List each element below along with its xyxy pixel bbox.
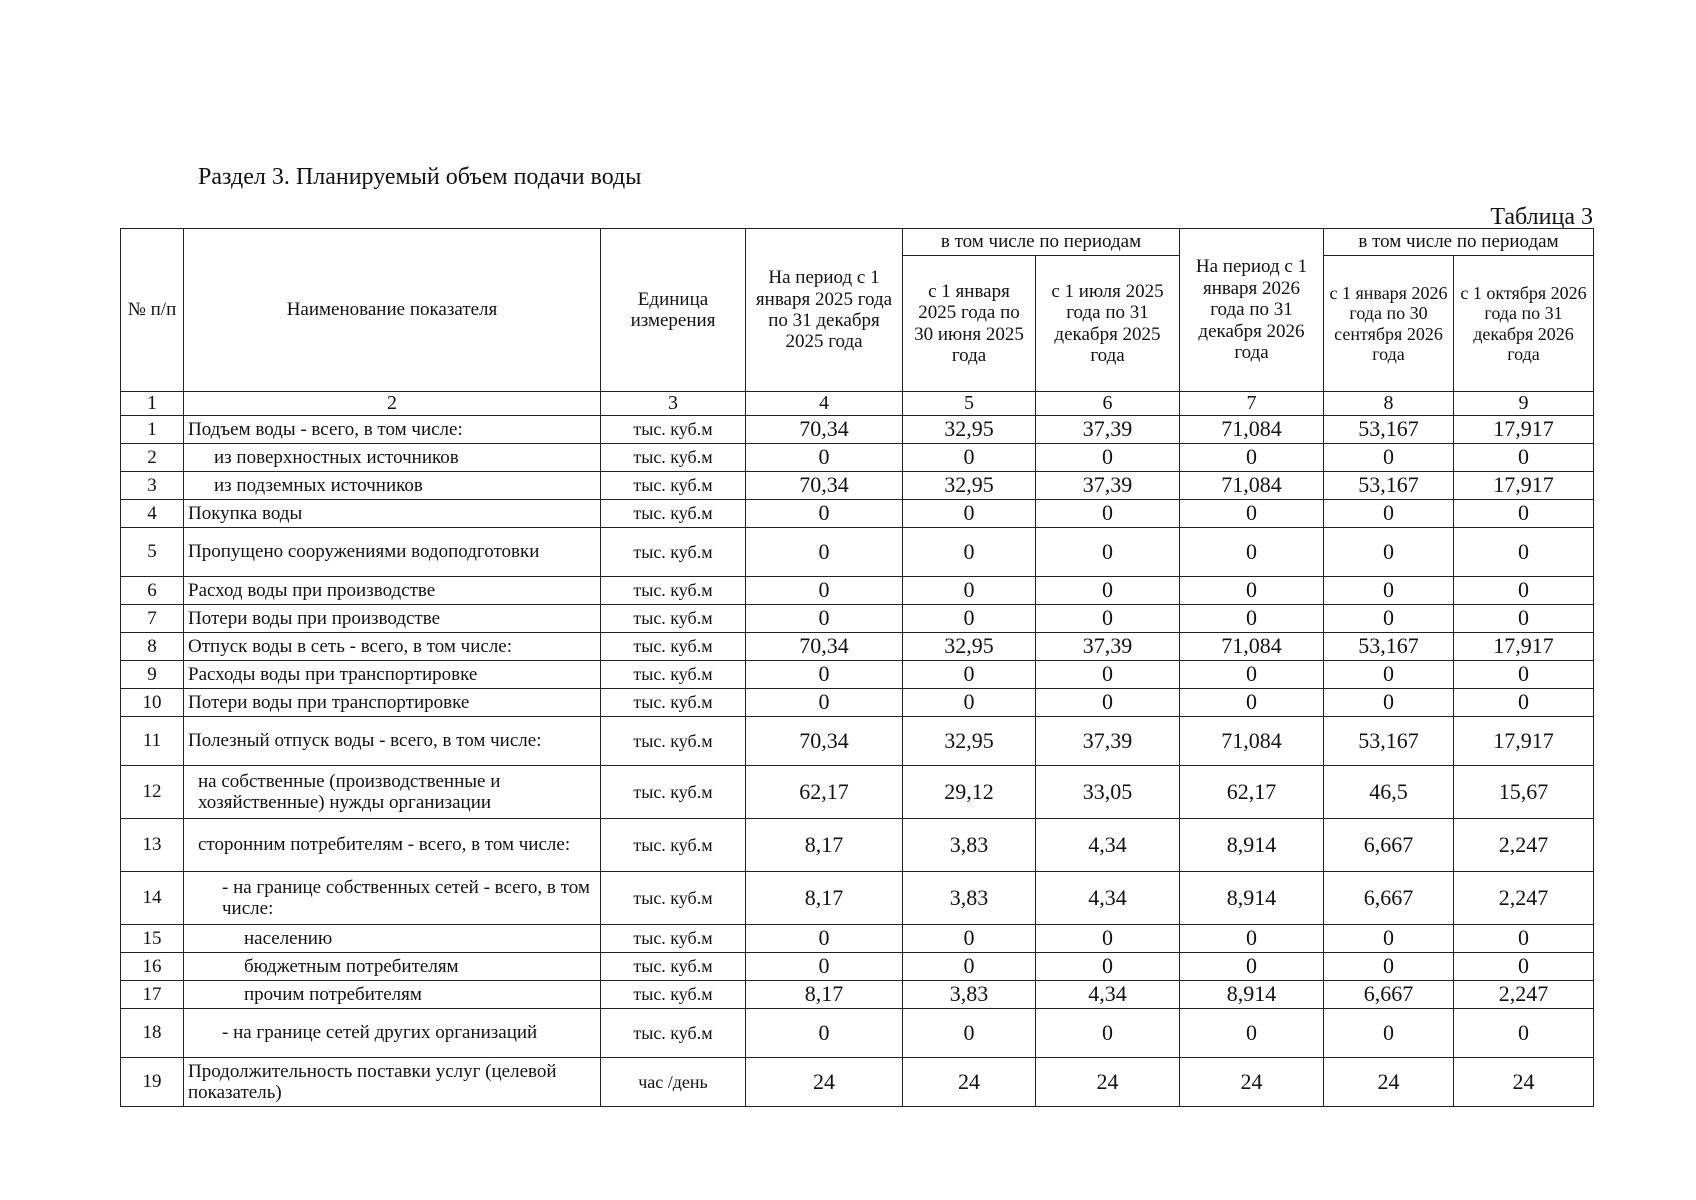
value-cell: 2,247: [1454, 872, 1594, 925]
value-cell: 0: [746, 577, 903, 605]
table-row: [121, 872, 1594, 925]
value-cell: 8,17: [746, 819, 903, 872]
table-row: [121, 472, 1594, 500]
value-cell: 0: [1454, 925, 1594, 953]
indicator-name: - на границе сетей других организаций: [184, 1009, 601, 1058]
water-supply-table: [120, 228, 1594, 1107]
unit-cell: тыс. куб.м: [601, 981, 746, 1009]
indicator-name: Подъем воды - всего, в том числе:: [184, 416, 601, 444]
value-cell: 71,084: [1180, 633, 1324, 661]
table-row: [121, 661, 1594, 689]
value-cell: 8,17: [746, 872, 903, 925]
indicator-name: Покупка воды: [184, 500, 601, 528]
value-cell: 53,167: [1324, 717, 1454, 766]
value-cell: 24: [1036, 1058, 1180, 1107]
value-cell: 0: [1454, 689, 1594, 717]
unit-cell: тыс. куб.м: [601, 953, 746, 981]
indicator-name: Потери воды при производстве: [184, 605, 601, 633]
value-cell: 70,34: [746, 717, 903, 766]
value-cell: 0: [1454, 605, 1594, 633]
table-row: [121, 1009, 1594, 1058]
value-cell: 0: [1454, 444, 1594, 472]
indicator-name: Полезный отпуск воды - всего, в том числе:: [184, 717, 601, 766]
value-cell: 0: [1036, 953, 1180, 981]
table-row: [121, 689, 1594, 717]
column-numbers-row: [121, 392, 1594, 416]
value-cell: 0: [1036, 1009, 1180, 1058]
value-cell: 71,084: [1180, 416, 1324, 444]
value-cell: 62,17: [746, 766, 903, 819]
column-number: 8: [1324, 392, 1454, 416]
value-cell: 0: [1324, 953, 1454, 981]
indicator-name: Продолжительность поставки услуг (целевой показатель): [184, 1058, 601, 1107]
value-cell: 37,39: [1036, 717, 1180, 766]
value-cell: 17,917: [1454, 472, 1594, 500]
value-cell: 0: [903, 661, 1036, 689]
value-cell: 0: [903, 605, 1036, 633]
row-number: 3: [121, 472, 184, 500]
value-cell: 0: [1180, 689, 1324, 717]
column-number: 7: [1180, 392, 1324, 416]
value-cell: 0: [1454, 661, 1594, 689]
value-cell: 4,34: [1036, 819, 1180, 872]
value-cell: 0: [1324, 605, 1454, 633]
value-cell: 0: [1036, 605, 1180, 633]
unit-cell: тыс. куб.м: [601, 689, 746, 717]
table-row: [121, 633, 1594, 661]
value-cell: 0: [1036, 925, 1180, 953]
value-cell: 0: [1180, 953, 1324, 981]
value-cell: 0: [1180, 1009, 1324, 1058]
value-cell: 0: [1036, 577, 1180, 605]
table-row: [121, 925, 1594, 953]
column-number: 6: [1036, 392, 1180, 416]
header-incl-periods-2025: в том числе по периодам: [903, 229, 1180, 256]
table-row: [121, 717, 1594, 766]
value-cell: 17,917: [1454, 633, 1594, 661]
value-cell: 71,084: [1180, 472, 1324, 500]
header-q4-2026: с 1 октября 2026 года по 31 декабря 2026 года: [1454, 256, 1594, 392]
unit-cell: тыс. куб.м: [601, 472, 746, 500]
unit-cell: тыс. куб.м: [601, 605, 746, 633]
unit-cell: тыс. куб.м: [601, 416, 746, 444]
value-cell: 8,914: [1180, 819, 1324, 872]
unit-cell: тыс. куб.м: [601, 717, 746, 766]
unit-cell: тыс. куб.м: [601, 1009, 746, 1058]
row-number: 14: [121, 872, 184, 925]
column-number: 4: [746, 392, 903, 416]
indicator-name: прочим потребителям: [184, 981, 601, 1009]
value-cell: 0: [1324, 444, 1454, 472]
value-cell: 0: [1324, 528, 1454, 577]
unit-cell: час /день: [601, 1058, 746, 1107]
unit-cell: тыс. куб.м: [601, 633, 746, 661]
indicator-name: на собственные (производственные и хозяйственные) нужды организации: [184, 766, 601, 819]
header-unit: Единица измерения: [601, 229, 746, 392]
value-cell: 0: [903, 528, 1036, 577]
column-number: 1: [121, 392, 184, 416]
row-number: 7: [121, 605, 184, 633]
value-cell: 6,667: [1324, 981, 1454, 1009]
row-number: 8: [121, 633, 184, 661]
value-cell: 0: [903, 444, 1036, 472]
value-cell: 0: [903, 577, 1036, 605]
row-number: 11: [121, 717, 184, 766]
value-cell: 70,34: [746, 633, 903, 661]
value-cell: 0: [1454, 577, 1594, 605]
value-cell: 70,34: [746, 416, 903, 444]
value-cell: 24: [1324, 1058, 1454, 1107]
value-cell: 32,95: [903, 416, 1036, 444]
value-cell: 32,95: [903, 472, 1036, 500]
value-cell: 0: [1036, 500, 1180, 528]
table-row: [121, 577, 1594, 605]
indicator-name: Расход воды при производстве: [184, 577, 601, 605]
table-row: [121, 981, 1594, 1009]
value-cell: 62,17: [1180, 766, 1324, 819]
value-cell: 33,05: [1036, 766, 1180, 819]
value-cell: 15,67: [1454, 766, 1594, 819]
value-cell: 8,914: [1180, 872, 1324, 925]
value-cell: 8,914: [1180, 981, 1324, 1009]
value-cell: 0: [1180, 528, 1324, 577]
unit-cell: тыс. куб.м: [601, 444, 746, 472]
value-cell: 0: [903, 1009, 1036, 1058]
header-period-2026: На период с 1 января 2026 года по 31 декабря 2026 года: [1180, 229, 1324, 392]
value-cell: 24: [1454, 1058, 1594, 1107]
row-number: 4: [121, 500, 184, 528]
value-cell: 53,167: [1324, 416, 1454, 444]
value-cell: 0: [1454, 528, 1594, 577]
value-cell: 0: [1180, 605, 1324, 633]
row-number: 2: [121, 444, 184, 472]
value-cell: 4,34: [1036, 872, 1180, 925]
value-cell: 32,95: [903, 717, 1036, 766]
value-cell: 8,17: [746, 981, 903, 1009]
table-body: [121, 416, 1594, 1107]
value-cell: 0: [1036, 661, 1180, 689]
row-number: 12: [121, 766, 184, 819]
table-row: [121, 444, 1594, 472]
value-cell: 4,34: [1036, 981, 1180, 1009]
unit-cell: тыс. куб.м: [601, 661, 746, 689]
value-cell: 0: [903, 953, 1036, 981]
indicator-name: Расходы воды при транспортировке: [184, 661, 601, 689]
value-cell: 17,917: [1454, 416, 1594, 444]
row-number: 1: [121, 416, 184, 444]
unit-cell: тыс. куб.м: [601, 528, 746, 577]
header-incl-periods-2026: в том числе по периодам: [1324, 229, 1594, 256]
table-row: [121, 605, 1594, 633]
row-number: 5: [121, 528, 184, 577]
value-cell: 0: [1454, 953, 1594, 981]
table-row: [121, 528, 1594, 577]
value-cell: 0: [1324, 1009, 1454, 1058]
column-number: 2: [184, 392, 601, 416]
value-cell: 24: [1180, 1058, 1324, 1107]
value-cell: 0: [746, 500, 903, 528]
value-cell: 17,917: [1454, 717, 1594, 766]
value-cell: 0: [1036, 528, 1180, 577]
row-number: 16: [121, 953, 184, 981]
value-cell: 0: [1036, 444, 1180, 472]
column-number: 3: [601, 392, 746, 416]
header-h2-2025: с 1 июля 2025 года по 31 декабря 2025 года: [1036, 256, 1180, 392]
value-cell: 29,12: [903, 766, 1036, 819]
value-cell: 2,247: [1454, 819, 1594, 872]
indicator-name: бюджетным потребителям: [184, 953, 601, 981]
header-name: Наименование показателя: [184, 229, 601, 392]
value-cell: 0: [1180, 661, 1324, 689]
unit-cell: тыс. куб.м: [601, 819, 746, 872]
value-cell: 37,39: [1036, 472, 1180, 500]
value-cell: 37,39: [1036, 633, 1180, 661]
value-cell: 46,5: [1324, 766, 1454, 819]
value-cell: 3,83: [903, 872, 1036, 925]
table-row: [121, 416, 1594, 444]
value-cell: 0: [903, 689, 1036, 717]
indicator-name: из поверхностных источников: [184, 444, 601, 472]
value-cell: 6,667: [1324, 872, 1454, 925]
value-cell: 37,39: [1036, 416, 1180, 444]
value-cell: 24: [746, 1058, 903, 1107]
table-row: [121, 953, 1594, 981]
row-number: 18: [121, 1009, 184, 1058]
unit-cell: тыс. куб.м: [601, 925, 746, 953]
value-cell: 0: [1324, 689, 1454, 717]
value-cell: 0: [746, 605, 903, 633]
table-row: [121, 766, 1594, 819]
row-number: 10: [121, 689, 184, 717]
indicator-name: Пропущено сооружениями водоподготовки: [184, 528, 601, 577]
value-cell: 24: [903, 1058, 1036, 1107]
header-q1-2026: с 1 января 2026 года по 30 сентября 2026 года: [1324, 256, 1454, 392]
unit-cell: тыс. куб.м: [601, 577, 746, 605]
value-cell: 0: [1454, 500, 1594, 528]
value-cell: 0: [903, 925, 1036, 953]
value-cell: 0: [746, 925, 903, 953]
indicator-name: населению: [184, 925, 601, 953]
column-number: 9: [1454, 392, 1594, 416]
indicator-name: - на границе собственных сетей - всего, в том числе:: [184, 872, 601, 925]
value-cell: 0: [1180, 444, 1324, 472]
unit-cell: тыс. куб.м: [601, 500, 746, 528]
value-cell: 0: [746, 444, 903, 472]
table-row: [121, 1058, 1594, 1107]
value-cell: 0: [746, 1009, 903, 1058]
value-cell: 53,167: [1324, 472, 1454, 500]
indicator-name: Отпуск воды в сеть - всего, в том числе:: [184, 633, 601, 661]
indicator-name: из подземных источников: [184, 472, 601, 500]
unit-cell: тыс. куб.м: [601, 872, 746, 925]
header-h1-2025: с 1 января 2025 года по 30 июня 2025 года: [903, 256, 1036, 392]
value-cell: 0: [1324, 661, 1454, 689]
indicator-name: сторонним потребителям - всего, в том числе:: [184, 819, 601, 872]
value-cell: 0: [1180, 925, 1324, 953]
value-cell: 0: [746, 661, 903, 689]
value-cell: 0: [1180, 500, 1324, 528]
row-number: 9: [121, 661, 184, 689]
header-num: № п/п: [121, 229, 184, 392]
indicator-name: Потери воды при транспортировке: [184, 689, 601, 717]
section-title: Раздел 3. Планируемый объем подачи воды: [198, 164, 642, 190]
value-cell: 0: [1036, 689, 1180, 717]
value-cell: 71,084: [1180, 717, 1324, 766]
value-cell: 3,83: [903, 819, 1036, 872]
row-number: 13: [121, 819, 184, 872]
value-cell: 6,667: [1324, 819, 1454, 872]
value-cell: 0: [1324, 925, 1454, 953]
value-cell: 0: [1324, 500, 1454, 528]
header-period-2025: На период с 1 января 2025 года по 31 декабря 2025 года: [746, 229, 903, 392]
row-number: 6: [121, 577, 184, 605]
value-cell: 0: [1454, 1009, 1594, 1058]
value-cell: 0: [746, 953, 903, 981]
table-label: Таблица 3: [1490, 204, 1593, 230]
row-number: 15: [121, 925, 184, 953]
value-cell: 0: [746, 528, 903, 577]
value-cell: 0: [1324, 577, 1454, 605]
value-cell: 70,34: [746, 472, 903, 500]
table-row: [121, 819, 1594, 872]
value-cell: 53,167: [1324, 633, 1454, 661]
value-cell: 0: [1180, 577, 1324, 605]
table-row: [121, 500, 1594, 528]
row-number: 19: [121, 1058, 184, 1107]
value-cell: 3,83: [903, 981, 1036, 1009]
value-cell: 0: [903, 500, 1036, 528]
row-number: 17: [121, 981, 184, 1009]
value-cell: 2,247: [1454, 981, 1594, 1009]
unit-cell: тыс. куб.м: [601, 766, 746, 819]
value-cell: 32,95: [903, 633, 1036, 661]
column-number: 5: [903, 392, 1036, 416]
value-cell: 0: [746, 689, 903, 717]
